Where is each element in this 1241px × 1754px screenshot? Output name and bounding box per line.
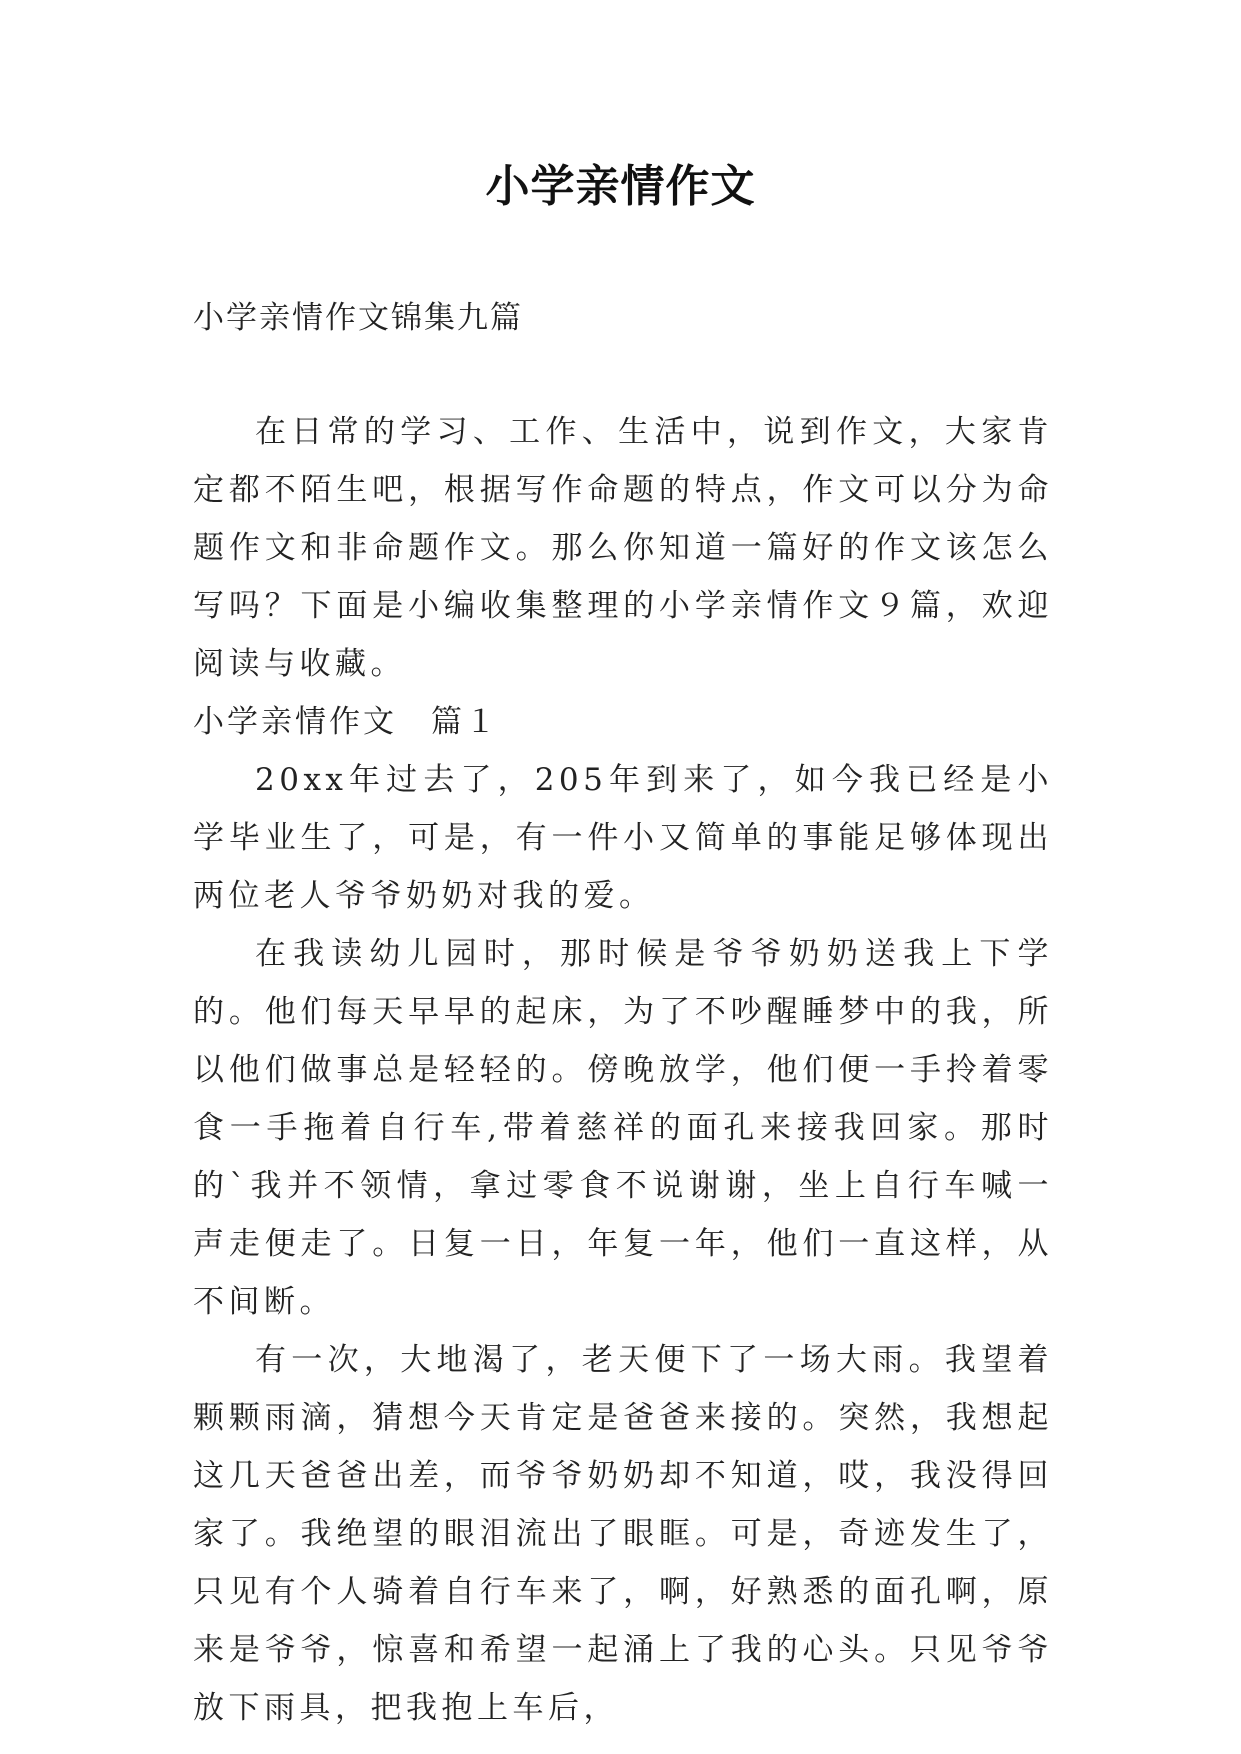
document-subtitle: 小学亲情作文锦集九篇: [193, 300, 523, 336]
intro-paragraph: 在日常的学习、工作、生活中，说到作文，大家肯定都不陌生吧，根据写作命题的特点，作文可以分为命题作文和非命题作文。那么你知道一篇好的作文该怎么写吗？下面是小编收集整理的小学亲情作文９篇，欢迎阅读与收藏。: [193, 414, 1053, 682]
document-body: [193, 403, 1053, 1737]
section-heading: 小学亲情作文 篇１: [193, 704, 499, 740]
document-title: 小学亲情作文: [485, 161, 756, 212]
body-paragraph: 有一次，大地渴了，老天便下了一场大雨。我望着颗颗雨滴，猜想今天肯定是爸爸来接的。突然，我想起这几天爸爸出差，而爷爷奶奶却不知道，哎，我没得回家了。我绝望的眼泪流出了眼眶。可是，奇迹发生了，只见有个人骑着自行车来了，啊，好熟悉的面孔啊，原来是爷爷，惊喜和希望一起涌上了我的心头。只见爷爷放下雨具，把我抱上车后，: [193, 1342, 1053, 1726]
body-paragraph: 在我读幼儿园时，那时候是爷爷奶奶送我上下学的。他们每天早早的起床，为了不吵醒睡梦中的我，所以他们做事总是轻轻的。傍晚放学，他们便一手拎着零食一手拖着自行车,带着慈祥的面孔来接我回家。那时的`我并不领情，拿过零食不说谢谢，坐上自行车喊一声走便走了。日复一日，年复一年，他们一直这样，从不间断。: [193, 936, 1053, 1320]
body-paragraph: 20xx年过去了，205年到来了，如今我已经是小学毕业生了，可是，有一件小又简单的事能足够体现出两位老人爷爷奶奶对我的爱。: [193, 762, 1053, 914]
